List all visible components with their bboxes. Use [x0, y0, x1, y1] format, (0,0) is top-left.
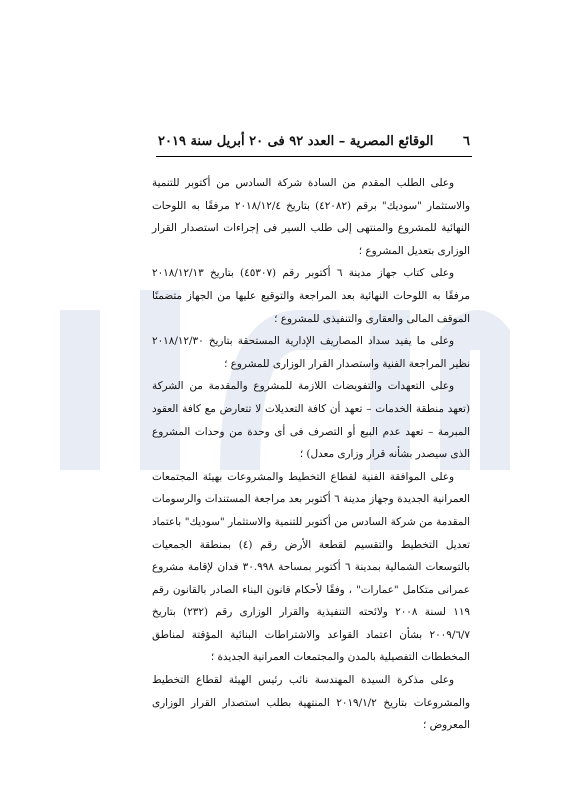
gazette-title: الوقائع المصرية – العدد ٩٢ فى ٢٠ أبريل سنة ٢٠١٩	[158, 133, 434, 149]
document-body	[152, 172, 470, 737]
paragraph: وعلى كتاب جهاز مدينة ٦ أكتوبر رقم (٤٥٣٠٧) بتاريخ ٢٠١٨/١٢/١٣ مرفقًا به اللوحات النهائية بعد المراجعة والتوقيع عليها من الجهاز متضمنًا الموقف المالى والعقارى والتنفيذى للمشروع ؛	[152, 267, 470, 325]
paragraph: وعلى الموافقة الفنية لقطاع التخطيط والمشروعات بهيئة المجتمعات العمرانية الجديدة وجهاز مدينة ٦ أكتوبر بعد مراجعة المستندات والرسومات المقدمة من شركة السادس من أكتوبر للتنمية والاستثمار "سوديك" باعتماد تعديل التخطيط والتقسيم لقطعة الأرض رقم (٤) بمنطقة الجمعيات بالتوسعات الشمالية بمدينة ٦ أكتوبر بمساحة ٣٠.٩٩٨ فدان لإقامة مشروع عمرانى متكامل "عمارات" ، وفقًا لأحكام قانون البناء الصادر بالقانون رقم ١١٩ لسنة ٢٠٠٨ ولائحته التنفيذية والقرار الوزارى رقم (٢٣٢) بتاريخ ٢٠٠٩/٦/٧ بشأن اعتماد القواعد والاشتراطات البنائية المؤقتة لمناطق المخططات التفصيلية بالمدن والمجتمعات العمرانية الجديدة ؛	[152, 470, 471, 664]
paragraph: وعلى مذكرة السيدة المهندسة نائب رئيس الهيئة لقطاع التخطيط والمشروعات بتاريخ ٢٠١٩/١/٢ المنتهية بطلب استصدار القرار الوزارى المعروض ؛	[152, 674, 470, 732]
paragraph: وعلى التعهدات والتفويضات اللازمة للمشروع والمقدمة من الشركة (تعهد منطقة الخدمات – تعهد أن كافة التعديلات لا تتعارض مع كافة العقود المبرمة – تعهد عدم البيع أو التصرف فى أى وحدة من وحدات المشروع الذى سيصدر بشأنه قرار وزارى معدل) ؛	[152, 380, 470, 461]
header-divider	[156, 156, 472, 157]
page-header	[158, 130, 470, 152]
page-number: ٦	[463, 133, 470, 149]
paragraph: وعلى الطلب المقدم من السادة شركة السادس من أكتوبر للتنمية والاستثمار "سوديك" برقم (٤٢٠٨٢) بتاريخ ٢٠١٨/١٢/٤ مرفقًا به اللوحات النهائية للمشروع والمنتهى إلى طلب السير فى إجراءات استصدار القرار الوزارى بتعديل المشروع ؛	[152, 177, 470, 257]
paragraph: وعلى ما يفيد سداد المصاريف الإدارية المستحقة بتاريخ ٢٠١٨/١٢/٣٠ نظير المراجعة الفنية واستصدار القرار الوزارى للمشروع ؛	[152, 335, 470, 370]
